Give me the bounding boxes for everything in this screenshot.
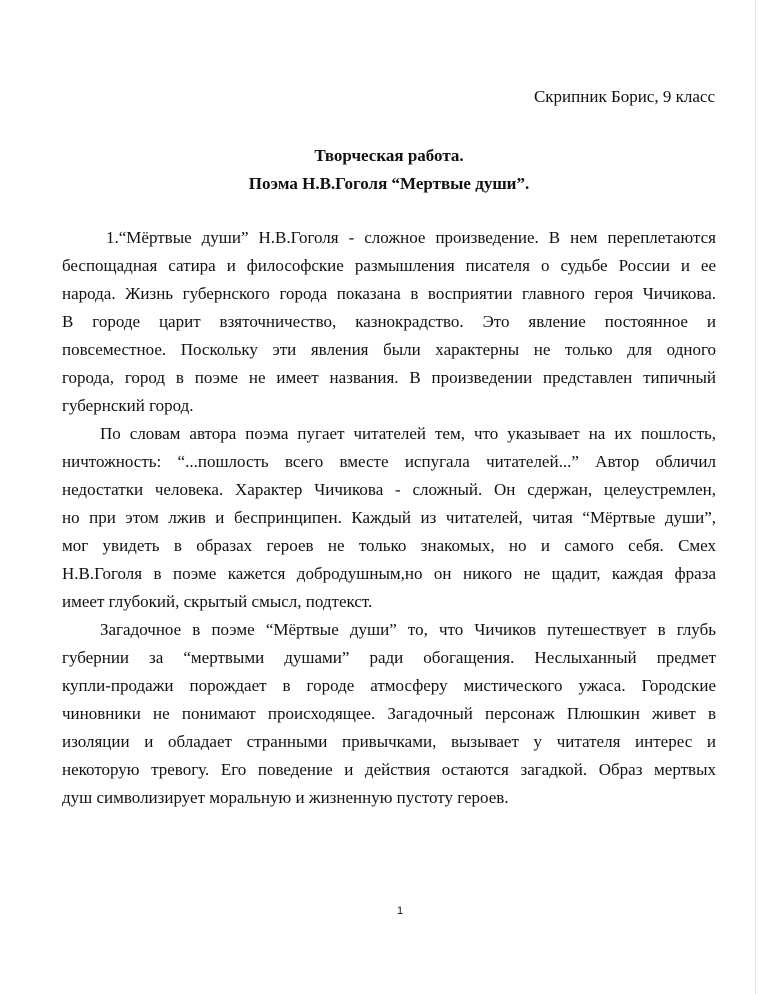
paragraph-line: Загадочное в поэме “Мёртвые души” то, что Чичиков путешествует в глубь — [100, 620, 716, 639]
paragraph-line: некоторую тревогу. Его поведение и действия остаются загадкой. Образ мертвых — [62, 760, 716, 779]
document-body — [62, 224, 716, 812]
paragraph-line: народа. Жизнь губернского города показана в восприятии главного героя Чичикова. — [62, 284, 716, 303]
paragraph-line: В городе царит взяточничество, казнокрадство. Это явление постоянное и — [62, 312, 716, 331]
title-line-1: Творческая работа. — [314, 146, 464, 165]
paragraph-line: имеет глубокий, скрытый смысл, подтекст. — [62, 592, 373, 611]
paragraph-3 — [62, 616, 716, 812]
paragraph-line: недостатки человека. Характер Чичикова - сложный. Он сдержан, целеустремлен, — [62, 480, 716, 499]
paragraph-line: изоляции и обладает странными привычками, вызывает у читателя интерес и — [62, 732, 716, 751]
paragraph-line: По словам автора поэма пугает читателей тем, что указывает на их пошлость, — [100, 424, 716, 443]
paragraph-1 — [62, 224, 716, 420]
page-edge — [755, 0, 756, 994]
paragraph-line: душ символизирует моральную и жизненную пустоту героев. — [62, 788, 509, 807]
page-number: 1 — [396, 905, 404, 917]
paragraph-line: мог увидеть в образах героев не только знакомых, но и самого себя. Смех — [62, 536, 716, 555]
paragraph-line: губернии за “мертвыми душами” ради обогащения. Неслыханный предмет — [62, 648, 716, 667]
author-line: Скрипник Борис, 9 класс — [533, 87, 715, 106]
paragraph-2 — [62, 420, 716, 616]
document-title — [62, 142, 716, 198]
paragraph-line: но при этом лжив и беспринципен. Каждый из читателей, читая “Мёртвые души”, — [62, 508, 716, 527]
paragraph-line: ничтожность: “...пошлость всего вместе испугала читателей...” Автор обличил — [62, 452, 716, 471]
paragraph-line: Н.В.Гоголя в поэме кажется добродушным,но он никого не щадит, каждая фраза — [62, 564, 716, 583]
paragraph-line: чиновники не понимают происходящее. Загадочный персонаж Плюшкин живет в — [62, 704, 716, 723]
paragraph-line: города, город в поэме не имеет названия. В произведении представлен типичный — [62, 368, 716, 387]
paragraph-line: губернский город. — [62, 396, 194, 415]
paragraph-line: 1.“Мёртвые души” Н.В.Гоголя - сложное произведение. В нем переплетаются — [106, 228, 716, 247]
title-line-2: Поэма Н.В.Гоголя “Мертвые души”. — [248, 174, 530, 193]
paragraph-line: беспощадная сатира и философские размышления писателя о судьбе России и ее — [62, 256, 716, 275]
paragraph-line: купли-продажи порождает в городе атмосферу мистического ужаса. Городские — [62, 676, 716, 695]
paragraph-line: повсеместное. Поскольку эти явления были характерны не только для одного — [62, 340, 716, 359]
